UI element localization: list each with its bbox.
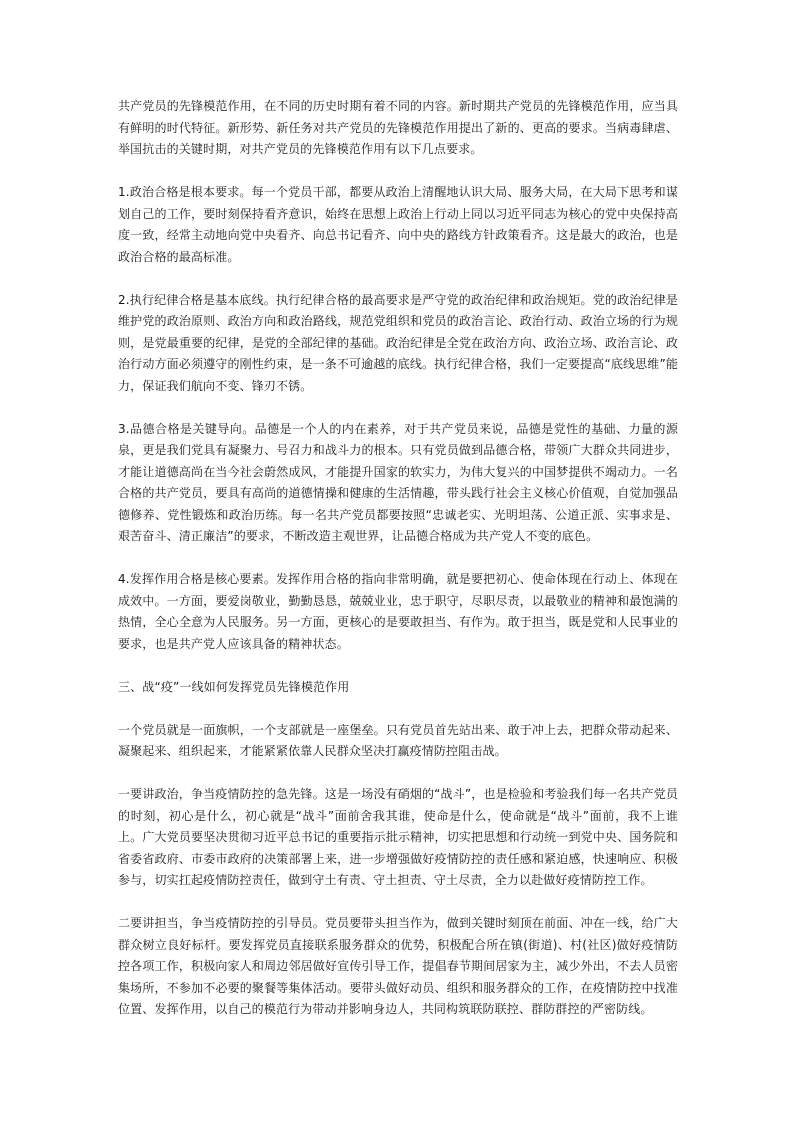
party-member-flag-paragraph: 一个党员就是一面旗帜，一个支部就是一座堡垒。只有党员首先站出来、敢于冲上去，把群众带动起来、凝聚起来、组织起来，才能紧紧依靠人民群众坚决打赢疫情防控阻击战。 (118, 722, 678, 758)
point-1-paragraph: 1.政治合格是根本要求。每一个党员干部，都要从政治上清醒地认识大局、服务大局，在大局下思考和谋划自己的工作，要时刻保持看齐意识，始终在思想上政治上行动上同以习近平同志为核心的党中央保持高度一致，经常主动地向党中央看齐、向总书记看齐、向中央的路线方针政策看齐。这是最大的政治，也是政治合格的最高标准。 (118, 185, 678, 264)
point-4-paragraph: 4.发挥作用合格是核心要素。发挥作用合格的指向非常明确，就是要把初心、使命体现在行动上、体现在成效中。一方面，要爱岗敬业，勤勤恳恳，兢兢业业，忠于职守，尽职尽责，以最敬业的精神和最饱满的热情，全心全意为人民服务。另一方面，更核心的是要敢担当、有作为。敢于担当，既是党和人民事业的要求，也是共产党人应该具备的精神状态。 (118, 572, 678, 651)
document-page (118, 96, 678, 1042)
section-3-heading: 三、战“疫”一线如何发挥党员先锋模范作用 (118, 679, 350, 694)
politics-vanguard-paragraph: 一要讲政治，争当疫情防控的急先锋。这是一场没有硝烟的“战斗”，也是检验和考验我们每一名共产党员的时刻，初心是什么，初心就是“战斗”面前舍我其谁，使命是什么，使命就是“战斗”面前，我不上谁上。广大党员要坚决贯彻习近平总书记的重要指示批示精神，切实把思想和行动统一到党中央、国务院和省委省政府、市委市政府的决策部署上来，进一步增强做好疫情防控的责任感和紧迫感，快速响应、积极参与，切实扛起疫情防控责任，做到守土有责、守土担责、守土尽责，全力以赴做好疫情防控工作。 (118, 787, 678, 887)
responsibility-guide-paragraph: 二要讲担当，争当疫情防控的引导员。党员要带头担当作为，做到关键时刻顶在前面、冲在一线，给广大群众树立良好标杆。要发挥党员直接联系服务群众的优势，积极配合所在镇(街道)、村(社区)做好疫情防控各项工作，积极向家人和周边邻居做好宣传引导工作，提倡春节期间居家为主，减少外出，不去人员密集场所，不参加不必要的聚餐等集体活动。要带头做好动员、组织和服务群众的工作，在疫情防控中找准位置、发挥作用，以自己的模范行为带动并影响身边人，共同构筑联防联控、群防群控的严密防线。 (118, 916, 678, 1016)
point-3-paragraph: 3.品德合格是关键导向。品德是一个人的内在素养，对于共产党员来说，品德是党性的基础、力量的源泉，更是我们党具有凝聚力、号召力和战斗力的根本。只有党员做到品德合格，带领广大群众共同进步，才能让道德高尚在当今社会蔚然成风，才能提升国家的软实力，为伟大复兴的中国梦提供不竭动力。一名合格的共产党员，要具有高尚的道德情操和健康的生活情趣，带头践行社会主义核心价值观，自觉加强品德修养、党性锻炼和政治历练。每一名共产党员都要按照“忠诚老实、光明坦荡、公道正派、实事求是、艰苦奋斗、清正廉洁”的要求，不断改造主观世界，让品德合格成为共产党人不变的底色。 (118, 421, 678, 543)
intro-paragraph: 共产党员的先锋模范作用，在不同的历史时期有着不同的内容。新时期共产党员的先锋模范作用，应当具有鲜明的时代特征。新形势、新任务对共产党员的先锋模范作用提出了新的、更高的要求。当病毒肆虐、举国抗击的关键时期，对共产党员的先锋模范作用有以下几点要求。 (118, 99, 678, 156)
point-2-paragraph: 2.执行纪律合格是基本底线。执行纪律合格的最高要求是严守党的政治纪律和政治规矩。党的政治纪律是维护党的政治原则、政治方向和政治路线，规范党组织和党员的政治言论、政治行动、政治立场的行为规则，是党最重要的纪律，是党的全部纪律的基础。政治纪律是全党在政治方向、政治立场、政治言论、政治行动方面必须遵守的刚性约束，是一条不可逾越的底线。执行纪律合格，我们一定要提高“底线思维”能力，保证我们航向不变、锋刃不锈。 (118, 292, 678, 393)
